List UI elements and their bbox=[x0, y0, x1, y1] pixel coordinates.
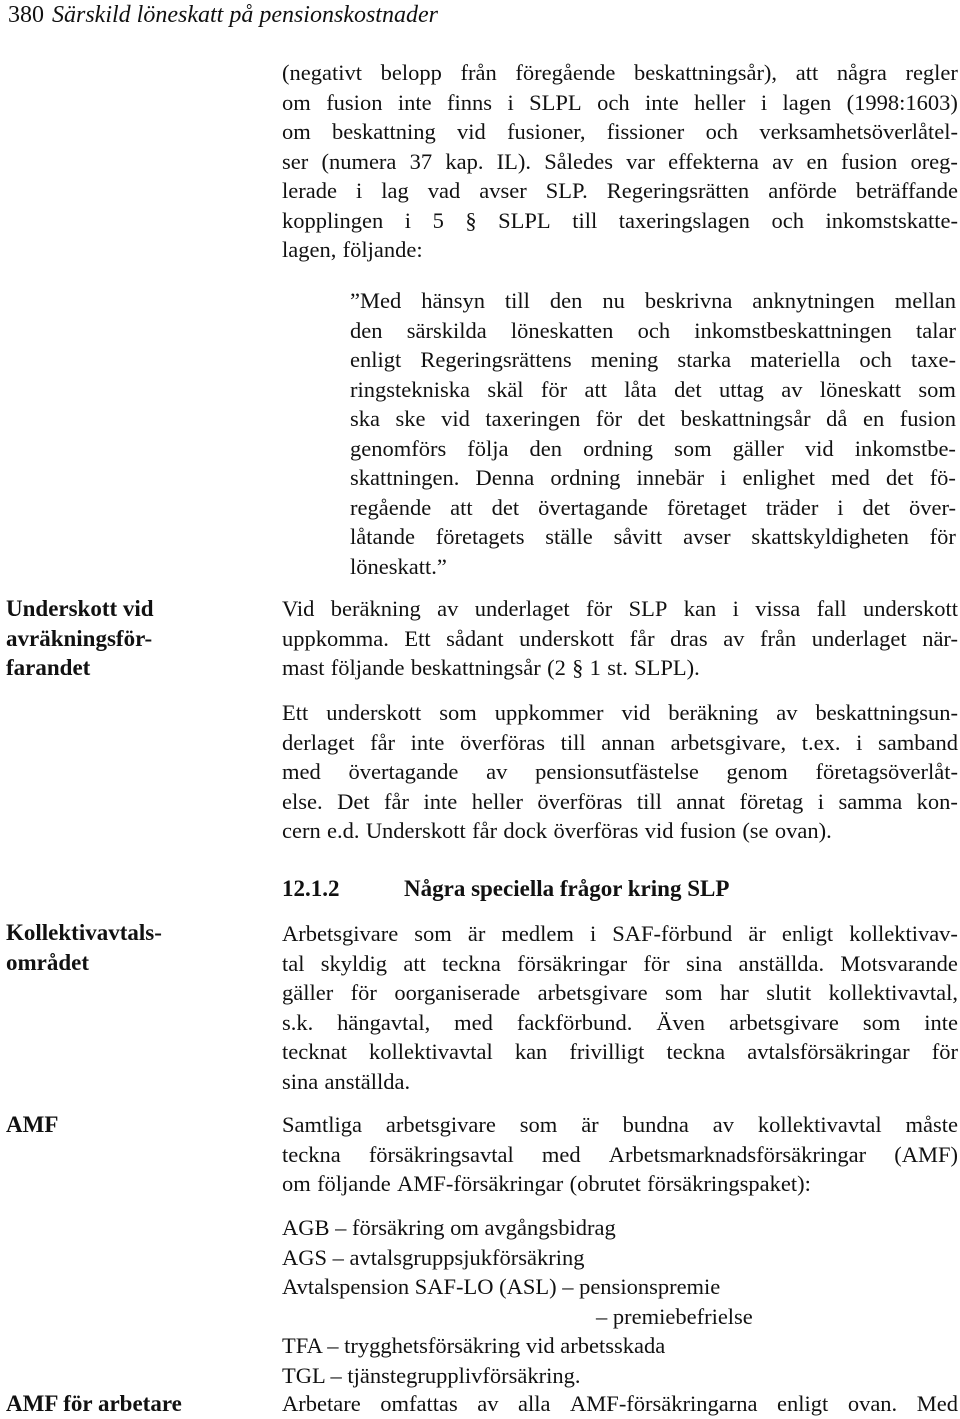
quote-line: skattningen. Denna ordning innebär i enlighet med det fö- bbox=[350, 465, 956, 490]
margin-note-kollektivavtal bbox=[6, 918, 216, 977]
text-line: sina anställda. bbox=[282, 1068, 411, 1094]
text-line: s.k. hängavtal, med fackförbund. Även arbetsgivare som inte bbox=[282, 1009, 958, 1035]
text-line: ser (numera 37 kap. IL). Således var effekterna av en fusion oreg- bbox=[282, 148, 958, 174]
margin-note-amf-arbetare bbox=[6, 1389, 216, 1419]
text-line: om fusion inte finns i SLPL och inte heller i lagen (1998:1603) bbox=[282, 89, 958, 115]
text-line: Arbetsgivare som är medlem i SAF-förbund är enligt kollektivav- bbox=[282, 921, 958, 946]
text-line: kopplingen i 5 § SLPL till taxeringslagen och inkomstskatte- bbox=[282, 207, 958, 233]
intro-paragraph bbox=[282, 58, 958, 265]
running-head bbox=[8, 0, 438, 30]
kollektivavtal-paragraph bbox=[282, 919, 958, 1096]
amf-paragraph bbox=[282, 1110, 958, 1199]
list-item: TGL – tjänstegrupplivförsäkring. bbox=[282, 1362, 581, 1388]
margin-note-line: området bbox=[6, 949, 90, 975]
text-line: (negativt belopp från föregående beskattningsår), att några regler bbox=[282, 60, 958, 85]
margin-note-amf bbox=[6, 1110, 216, 1140]
quote-line: enligt Regeringsrättens mening starka materiella och taxe- bbox=[350, 347, 956, 372]
amf-arbetare-paragraph bbox=[282, 1389, 958, 1419]
quote-line: genomförs följa den ordning som gäller vid inkomstbe- bbox=[350, 435, 956, 461]
text-line: om följande AMF-försäkringar (obrutet försäkringspaket): bbox=[282, 1171, 811, 1196]
quote-line: löneskatt.” bbox=[350, 553, 447, 579]
quote-line: ringstekniska skäl för att låta det uttag av löneskatt som bbox=[350, 376, 956, 402]
text-line: teckna försäkringsavtal med Arbetsmarknadsförsäkringar (AMF) bbox=[282, 1141, 958, 1167]
margin-note-line: AMF för arbetare bbox=[6, 1391, 182, 1416]
quote-line: ”Med hänsyn till den nu beskrivna anknytningen mellan bbox=[350, 288, 956, 313]
text-line: uppkomma. Ett sådant underskott får dras av från underlaget när- bbox=[282, 625, 958, 651]
text-line: gäller för oorganiserade arbetsgivare som har slutit kollektivavtal, bbox=[282, 980, 958, 1005]
page-number: 380 bbox=[8, 2, 44, 28]
text-line: cern e.d. Underskott får dock överföras vid fusion (se ovan). bbox=[282, 818, 832, 843]
quote-line: den särskilda löneskatten och inkomstbeskattningen talar bbox=[350, 317, 956, 343]
amf-insurance-list bbox=[282, 1213, 753, 1390]
list-item: AGS – avtalsgruppsjukförsäkring bbox=[282, 1244, 585, 1270]
text-line: tecknat kollektivavtal kan frivilligt teckna avtalsförsäkringar för bbox=[282, 1039, 958, 1064]
text-line: tal skyldig att teckna försäkringar för sina anställda. Motsvarande bbox=[282, 950, 958, 976]
section-title: Några speciella frågor kring SLP bbox=[404, 876, 730, 901]
list-item: AGB – försäkring om avgångsbidrag bbox=[282, 1215, 616, 1240]
list-item: – premiebefrielse bbox=[596, 1303, 753, 1329]
text-line: derlaget får inte överföras till annan arbetsgivare, t.ex. i samband bbox=[282, 729, 958, 755]
text-line: Ett underskott som uppkommer vid beräkning av beskattningsun- bbox=[282, 700, 958, 725]
underskott-paragraph-1 bbox=[282, 594, 958, 683]
quote-line: regående att det övertagande företaget träder i det över- bbox=[350, 494, 956, 520]
text-line: om beskattning vid fusioner, fissioner och verksamhetsöverlåtel- bbox=[282, 119, 958, 144]
quote-line: ska ske vid taxeringen för det beskattningsår då en fusion bbox=[350, 406, 956, 431]
margin-note-underskott bbox=[6, 594, 216, 683]
text-line: lagen, följande: bbox=[282, 237, 423, 262]
margin-note-line: Kollektivavtals- bbox=[6, 920, 162, 945]
text-line: else. Det får inte heller överföras till annat företag i samma kon- bbox=[282, 788, 958, 814]
text-line: mast följande beskattningsår (2 § 1 st. SLPL). bbox=[282, 655, 700, 680]
margin-note-line: AMF bbox=[6, 1112, 59, 1137]
text-line: Arbetare omfattas av alla AMF-försäkringarna enligt ovan. Med bbox=[282, 1391, 958, 1416]
margin-note-line: Underskott vid bbox=[6, 596, 154, 621]
list-item: Avtalspension SAF-LO (ASL) – pensionspremie bbox=[282, 1274, 721, 1299]
section-number: 12.1.2 bbox=[282, 876, 340, 901]
text-line: med övertagande av pensionsutfästelse genom företagsöverlåt- bbox=[282, 759, 958, 784]
section-heading bbox=[282, 874, 729, 904]
text-line: lerade i lag vad avser SLP. Regeringsrätten anförde beträffande bbox=[282, 178, 958, 203]
quote-line: låtande företagets ställe såvitt avser skattskyldigheten för bbox=[350, 524, 956, 549]
text-line: Vid beräkning av underlaget för SLP kan i vissa fall underskott bbox=[282, 596, 958, 621]
underskott-paragraph-2 bbox=[282, 698, 958, 846]
block-quote bbox=[350, 286, 956, 581]
margin-note-line: farandet bbox=[6, 655, 91, 680]
list-item: TFA – trygghetsförsäkring vid arbetsskada bbox=[282, 1333, 666, 1358]
text-line: Samtliga arbetsgivare som är bundna av kollektivavtal måste bbox=[282, 1112, 958, 1137]
margin-note-line: avräkningsför- bbox=[6, 625, 153, 651]
running-title: Särskild löneskatt på pensionskostnader bbox=[52, 2, 438, 28]
